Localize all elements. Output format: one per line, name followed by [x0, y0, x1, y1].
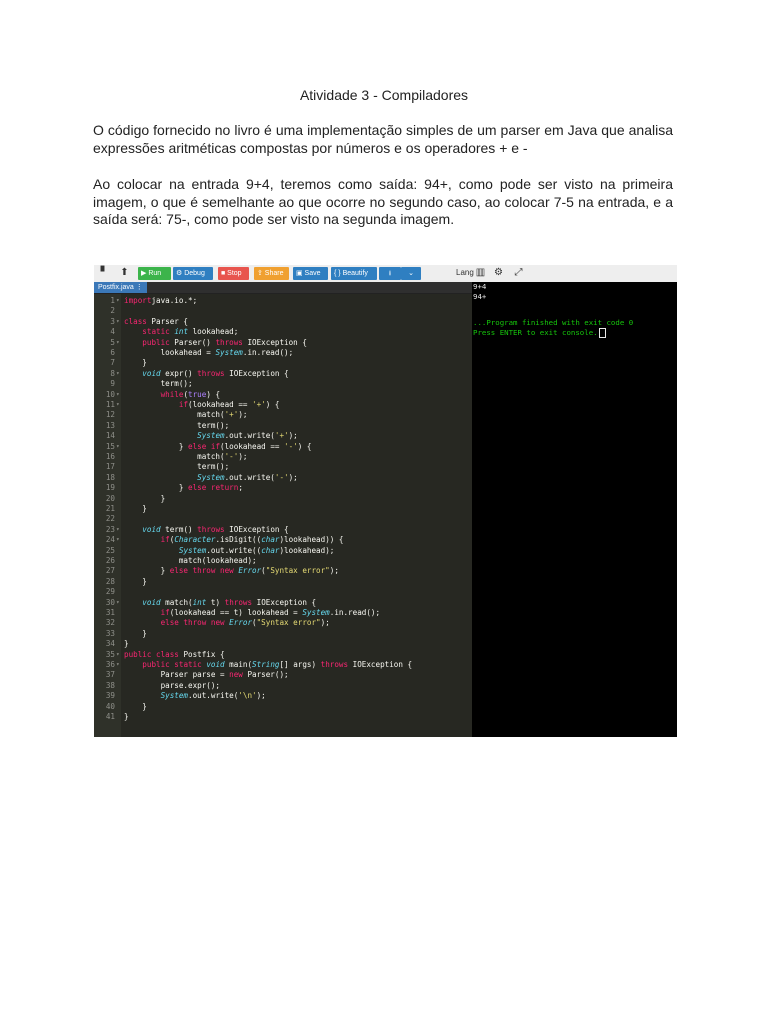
code-line — [94, 681, 472, 691]
code-text: } — [124, 712, 129, 721]
ide-toolbar — [94, 265, 677, 282]
code-text: void match(int t) throws IOException { — [142, 597, 317, 607]
code-text: public class Postfix { — [124, 649, 225, 659]
line-number: 41 — [105, 712, 115, 721]
code-line — [94, 618, 472, 628]
line-number: 29 — [105, 587, 115, 597]
code-text: System.out.write('-'); — [197, 472, 298, 482]
page-title: Atividade 3 - Compiladores — [299, 87, 469, 103]
code-line — [94, 400, 472, 410]
line-number: 10 — [105, 389, 115, 399]
line-number: 27 — [105, 566, 115, 576]
line-number: 14 — [105, 431, 115, 441]
code-line — [94, 639, 472, 649]
line-number: 5 — [110, 337, 115, 347]
line-number: 19 — [105, 483, 115, 493]
code-line — [94, 421, 472, 431]
line-number: 12 — [105, 410, 115, 420]
line-number: 22 — [105, 514, 115, 524]
fold-arrow-icon[interactable]: ▾ — [116, 401, 120, 408]
code-line — [94, 379, 472, 389]
code-text: importjava.io.*; — [124, 296, 198, 305]
line-number: 40 — [105, 701, 115, 711]
code-line — [94, 556, 472, 566]
line-number: 35 — [105, 649, 115, 659]
code-line — [94, 462, 472, 472]
line-number: 39 — [105, 691, 115, 701]
share-button[interactable]: ⇪ Share — [254, 267, 289, 280]
line-number: 28 — [105, 576, 115, 586]
code-text: } — [124, 639, 129, 649]
code-line — [94, 514, 472, 524]
line-number: 3 — [110, 316, 115, 326]
code-line — [94, 650, 472, 660]
code-line — [94, 369, 472, 379]
code-line — [94, 494, 472, 504]
code-text: term(); — [124, 462, 230, 472]
code-text: Parser parse = new Parser(); — [124, 670, 289, 680]
code-text: while(true) { — [160, 389, 221, 399]
code-line — [94, 452, 472, 462]
line-number: 21 — [105, 504, 115, 513]
code-text: } — [124, 493, 166, 503]
code-text: match(lookahead); — [124, 556, 257, 565]
line-number: 4 — [110, 327, 115, 337]
stop-button[interactable]: ■ Stop — [218, 267, 249, 280]
line-number: 16 — [105, 452, 115, 461]
fold-arrow-icon[interactable]: ▾ — [116, 317, 120, 325]
code-text: } else return; — [124, 483, 243, 493]
code-line — [94, 410, 472, 420]
code-text: static int lookahead; — [142, 327, 239, 337]
fold-arrow-icon[interactable]: ▾ — [116, 650, 120, 658]
line-number: 24 — [105, 535, 115, 545]
line-number: 36 — [105, 660, 115, 669]
line-number: 20 — [105, 493, 115, 503]
code-text: } — [124, 358, 147, 368]
code-line — [94, 504, 472, 514]
code-text: void term() throws IOException { — [142, 524, 289, 534]
fold-arrow-icon[interactable]: ▾ — [116, 536, 120, 544]
code-line — [94, 306, 472, 316]
line-number: 31 — [105, 608, 115, 617]
code-line — [94, 296, 472, 306]
paragraph-intro: O código fornecido no livro é uma implementação simples de um parser em Java que analisa expressões aritméticas compostas por números e os operadores + e - — [93, 122, 673, 156]
code-line — [94, 587, 472, 597]
code-line — [94, 670, 472, 680]
layout-icon[interactable]: ▥ — [475, 267, 486, 278]
code-line — [94, 327, 472, 337]
debug-button[interactable]: ⚙ Debug — [173, 267, 213, 280]
fold-arrow-icon[interactable]: ▾ — [116, 369, 120, 377]
code-text: class Parser { — [124, 316, 189, 326]
line-number: 7 — [110, 358, 115, 368]
code-line — [94, 660, 472, 670]
code-text: System.out.write('+'); — [197, 431, 298, 441]
code-text: public Parser() throws IOException { — [142, 337, 307, 347]
save-button[interactable]: ▣ Save — [293, 267, 328, 280]
upload-icon[interactable]: ⬆ — [120, 267, 129, 278]
line-number: 25 — [105, 545, 115, 555]
code-text: } — [124, 504, 147, 513]
code-line — [94, 390, 472, 400]
code-text: System.out.write((char)lookahead); — [178, 545, 335, 555]
line-number: 26 — [105, 556, 115, 565]
code-line — [94, 691, 472, 701]
code-line — [94, 473, 472, 483]
new-file-icon[interactable]: ▘ — [100, 267, 109, 278]
code-line — [94, 546, 472, 556]
line-number: 6 — [110, 348, 115, 357]
line-number: 30 — [105, 597, 115, 607]
line-number: 32 — [105, 618, 115, 628]
code-text: else throw new Error("Syntax error"); — [160, 618, 330, 628]
console-status-line: ...Program finished with exit code 0 — [473, 318, 634, 327]
expand-icon[interactable]: ⤢ — [514, 267, 523, 278]
run-button[interactable]: ▶ Run — [138, 267, 171, 280]
console-output-line: 94+ — [473, 291, 487, 301]
code-text: parse.expr(); — [124, 680, 221, 690]
ide-screenshot — [94, 265, 677, 737]
code-text: System.out.write('\n'); — [160, 691, 266, 701]
line-number: 2 — [110, 306, 115, 316]
code-text: if(lookahead == t) lookahead = System.in.read(); — [160, 608, 381, 617]
code-line — [94, 566, 472, 576]
code-line — [94, 702, 472, 712]
code-text: if(lookahead == '+') { — [178, 400, 280, 409]
line-number: 38 — [105, 680, 115, 690]
paragraph-results: Ao colocar na entrada 9+4, teremos como saída: 94+, como pode ser visto na primeira imagem, o que é semelhante ao que ocorre no segundo caso, ao colocar 7-5 na entrada, e a saída será: 75-, como pode ser visto na segunda imagem. — [93, 176, 673, 227]
beautify-button[interactable]: { } Beautify — [331, 267, 377, 280]
code-line — [94, 338, 472, 348]
line-number: 34 — [105, 639, 115, 649]
line-number: 1 — [110, 296, 115, 305]
code-line — [94, 317, 472, 327]
code-line — [94, 348, 472, 358]
console-cursor — [599, 328, 606, 338]
code-text: term(); — [124, 420, 230, 430]
code-text: if(Character.isDigit((char)lookahead)) { — [160, 535, 344, 545]
code-text: } else if(lookahead == '-') { — [124, 441, 312, 451]
fold-arrow-icon[interactable]: ▾ — [116, 297, 120, 304]
line-number: 15 — [105, 441, 115, 451]
console-status-line: Press ENTER to exit console. — [473, 328, 606, 338]
fold-arrow-icon[interactable]: ▾ — [116, 390, 120, 398]
code-text: lookahead = System.in.read(); — [124, 348, 294, 357]
line-number: 9 — [110, 379, 115, 389]
code-line — [94, 431, 472, 441]
code-line — [94, 525, 472, 535]
language-label[interactable]: Lang — [456, 268, 474, 277]
code-text: term(); — [124, 379, 193, 389]
code-line — [94, 442, 472, 452]
code-line — [94, 712, 472, 722]
fold-arrow-icon[interactable]: ▾ — [116, 338, 120, 346]
code-text: } — [124, 628, 147, 638]
code-text: void expr() throws IOException { — [142, 368, 289, 378]
code-line — [94, 629, 472, 639]
line-number: 17 — [105, 462, 115, 472]
line-number: 18 — [105, 472, 115, 482]
tab-postfix-java[interactable]: Postfix.java ⋮ — [94, 282, 147, 293]
code-text: } — [124, 701, 147, 711]
code-line — [94, 535, 472, 545]
line-number: 11 — [105, 400, 115, 409]
code-text: match('-'); — [124, 452, 248, 461]
line-number: 8 — [110, 368, 115, 378]
line-number: 13 — [105, 420, 115, 430]
fold-arrow-icon[interactable]: ▾ — [116, 525, 120, 533]
console-output-line: 9+4 — [473, 282, 487, 291]
line-number: 37 — [105, 670, 115, 680]
file-tab-bar — [94, 282, 472, 294]
fold-arrow-icon[interactable]: ▾ — [116, 598, 120, 606]
code-editor[interactable] — [94, 294, 472, 737]
line-number: 33 — [105, 628, 115, 638]
code-text: match('+'); — [124, 410, 248, 420]
code-line — [94, 608, 472, 618]
code-text: public static void main(String[] args) throws IOException { — [142, 660, 413, 669]
code-line — [94, 598, 472, 608]
download-button[interactable]: ⭳ — [379, 267, 401, 280]
more-dropdown-button[interactable]: ⌄ — [401, 267, 421, 280]
fold-arrow-icon[interactable]: ▾ — [116, 442, 120, 450]
line-number: 23 — [105, 524, 115, 534]
code-text: } — [124, 576, 147, 586]
fold-arrow-icon[interactable]: ▾ — [116, 661, 120, 668]
code-line — [94, 358, 472, 368]
code-line — [94, 577, 472, 587]
console-output[interactable] — [472, 282, 677, 737]
gear-icon[interactable]: ⚙ — [494, 267, 503, 278]
code-text: } else throw new Error("Syntax error"); — [124, 566, 339, 576]
code-line — [94, 483, 472, 493]
